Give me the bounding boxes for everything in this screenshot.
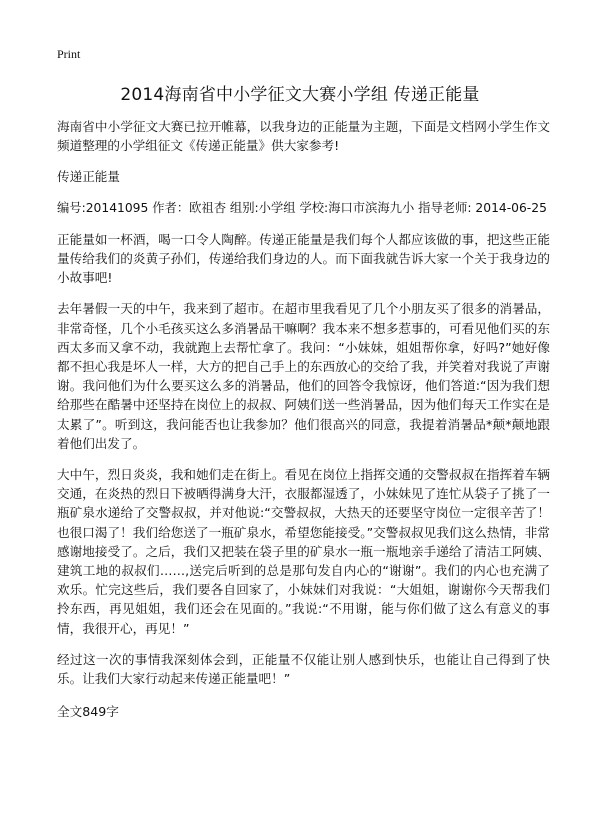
body-paragraph: 去年暑假一天的中午，我来到了超市。在超市里我看见了几个小朋友买了很多的消暑品，非常奇怪，几个小毛孩买这么多消暑品干嘛啊？我本来不想多惹事的，可看见他们买的东西太多而又拿不动，我就跑上去帮忙拿了。我问：“小妹妹，姐姐帮你拿，好吗?”她好像都不担心我是坏人一样，大方的把自己手上的东西放心的交给了我，并笑着对我说了声谢谢。我问他们为什么要买这么多的消暑品，他们的回答令我惊讶，他们答道:“因为我们想给那些在酷暑中还坚持在岗位上的叔叔、阿姨们送一些消暑品，因为他们每天工作实在是太累了”。听到这，我问能否也让我参加？他们很高兴的同意，我提着消暑品*颠*颠地跟着他们出发了。 [57,301,550,451]
intro-paragraph: 海南省中小学征文大赛已拉开帷幕，以我身边的正能量为主题，下面是文档网小学生作文频道整理的小学组征文《传递正能量》供大家参考! [57,119,550,154]
page-title: 2014海南省中小学征文大赛小学组 传递正能量 [120,85,480,105]
print-link[interactable]: Print [57,47,81,61]
essay-meta: 编号:20141095 作者：欧祖杏 组别:小学组 学校:海口市滨海九小 指导老师: 2014-06-25 [57,200,547,215]
word-count: 全文849字 [57,704,119,720]
body-paragraph: 正能量如一杯酒，喝一口令人陶醉。传递正能量是我们每个人都应该做的事，把这些正能量传给我们的炎黄子孙们，传递给我们身边的人。而下面我就告诉大家一个关于我身边的小故事吧! [57,231,550,286]
essay-title: 传递正能量 [57,169,120,185]
article-body [57,117,550,733]
body-paragraph: 大中午，烈日炎炎，我和她们走在街上。看见在岗位上指挥交通的交警叔叔在指挥着车辆交通，在炎热的烈日下被晒得满身大汗，衣服都湿透了，小妹妹见了连忙从袋子了挑了一瓶矿泉水递给了交警叔叔，并对他说:“交警叔叔，大热天的还要坚守岗位一定很辛苦了！也很口渴了！我们给您送了一瓶矿泉水，希望您能接受。”交警叔叔见我们这么热情，非常感谢地接受了。之后，我们又把装在袋子里的矿泉水一瓶一瓶地亲手递给了清洁工阿姨、建筑工地的叔叔们……,送完后听到的总是那句发自内心的“谢谢”。我们的内心也充满了欢乐。忙完这些后，我们要各自回家了，小妹妹们对我说：“大姐姐，谢谢你今天帮我们拎东西，再见姐姐，我们还会在见面的。”我说:“不用谢，能与你们做了这么有意义的事情，我很开心，再见！” [57,467,550,636]
body-paragraph: 经过这一次的事情我深刻体会到，正能量不仅能让别人感到快乐，也能让自己得到了快乐。让我们大家行动起来传递正能量吧！” [57,651,550,687]
